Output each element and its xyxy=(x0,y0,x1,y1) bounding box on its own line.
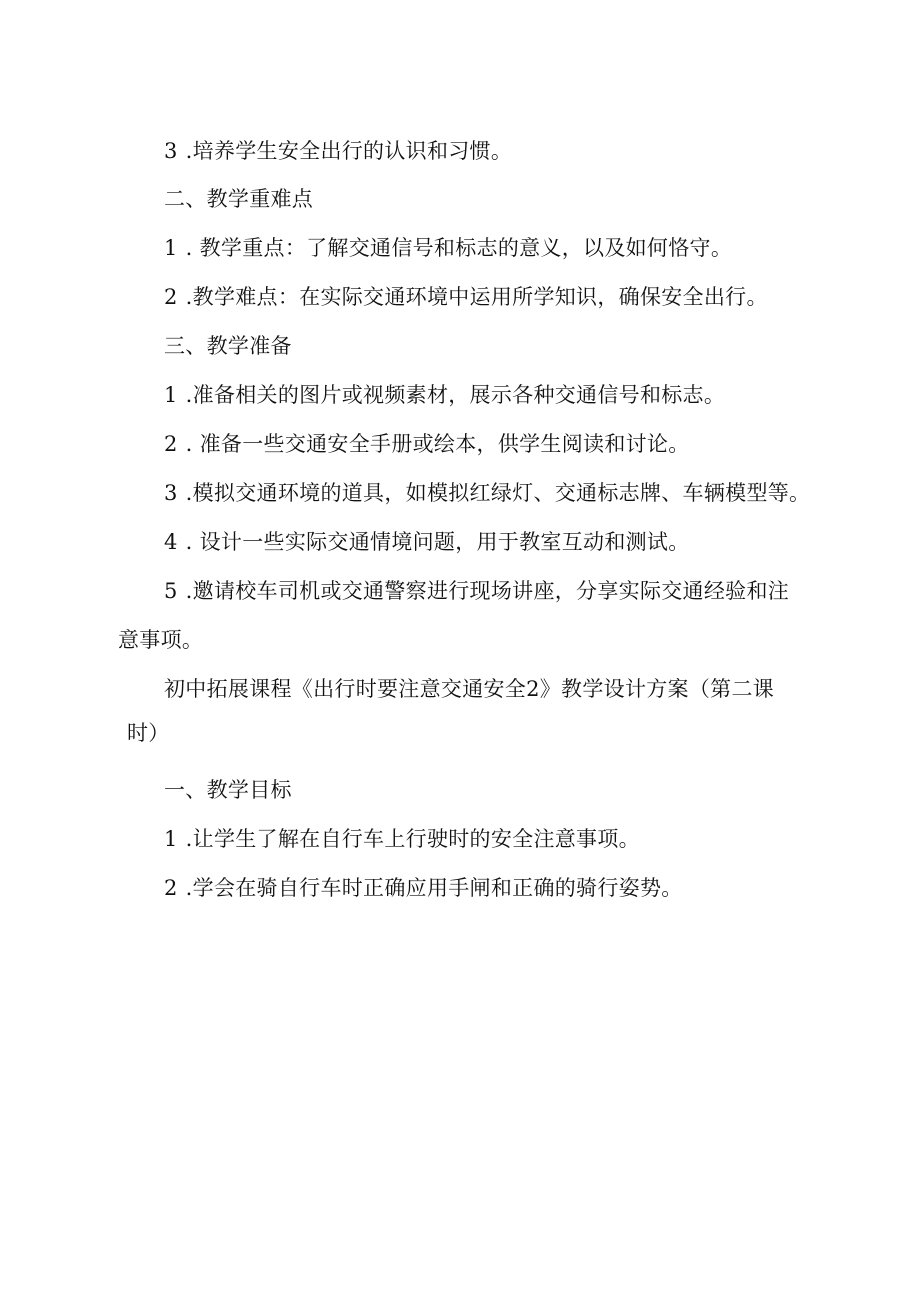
item-text: . 教学重点：了解交通信号和标志的意义，以及如何恪守。 xyxy=(185,236,733,260)
item-number: 2 xyxy=(164,285,178,309)
item-text: .学会在骑自行车时正确应用手闸和正确的骑行姿势。 xyxy=(185,876,683,900)
item-number: 4 xyxy=(164,530,178,554)
goal-item-2 xyxy=(164,873,683,903)
item-text: . 准备一些交通安全手册或绘本，供学生阅读和讨论。 xyxy=(185,432,690,456)
prep-item-4 xyxy=(164,527,690,557)
section-heading-preparation: 三、教学准备 xyxy=(164,334,292,358)
item-text: .让学生了解在自行车上行驶时的安全注意事项。 xyxy=(185,827,640,851)
section-heading-key-points: 二、教学重难点 xyxy=(164,187,314,211)
key-point-item-2 xyxy=(164,282,768,312)
item-number: 1 xyxy=(164,236,178,260)
item-text: .教学难点：在实际交通环境中运用所学知识，确保安全出行。 xyxy=(185,285,768,309)
item-number: 1 xyxy=(164,827,178,851)
item-number: 5 xyxy=(164,579,178,603)
section-heading-goals: 一、教学目标 xyxy=(164,778,292,802)
item-number: 1 xyxy=(164,383,178,407)
item-text: .邀请校车司机或交通警察进行现场讲座，分享实际交通经验和注 xyxy=(185,579,790,603)
item-number: 3 xyxy=(164,481,178,505)
lesson-title-line-2: 时） xyxy=(127,721,170,745)
key-point-item-1 xyxy=(164,233,732,263)
goal-item-3 xyxy=(164,136,512,166)
item-text: .培养学生安全出行的认识和习惯。 xyxy=(185,139,513,163)
item-text: . 设计一些实际交通情境问题，用于教室互动和测试。 xyxy=(185,530,690,554)
item-text: .模拟交通环境的道具，如模拟红绿灯、交通标志牌、车辆模型等。 xyxy=(185,481,811,505)
item-text: .准备相关的图片或视频素材，展示各种交通信号和标志。 xyxy=(185,383,726,407)
prep-item-1 xyxy=(164,380,725,410)
lesson-title-line-1: 初中拓展课程《出行时要注意交通安全2》教学设计方案（第二课 xyxy=(164,677,775,701)
item-number: 3 xyxy=(164,139,178,163)
prep-item-3 xyxy=(164,478,810,508)
goal-item-1 xyxy=(164,824,640,854)
prep-item-2 xyxy=(164,429,690,459)
item-number: 2 xyxy=(164,432,178,456)
prep-item-5-continued: 意事项。 xyxy=(118,628,204,652)
item-number: 2 xyxy=(164,876,178,900)
prep-item-5 xyxy=(164,576,789,606)
